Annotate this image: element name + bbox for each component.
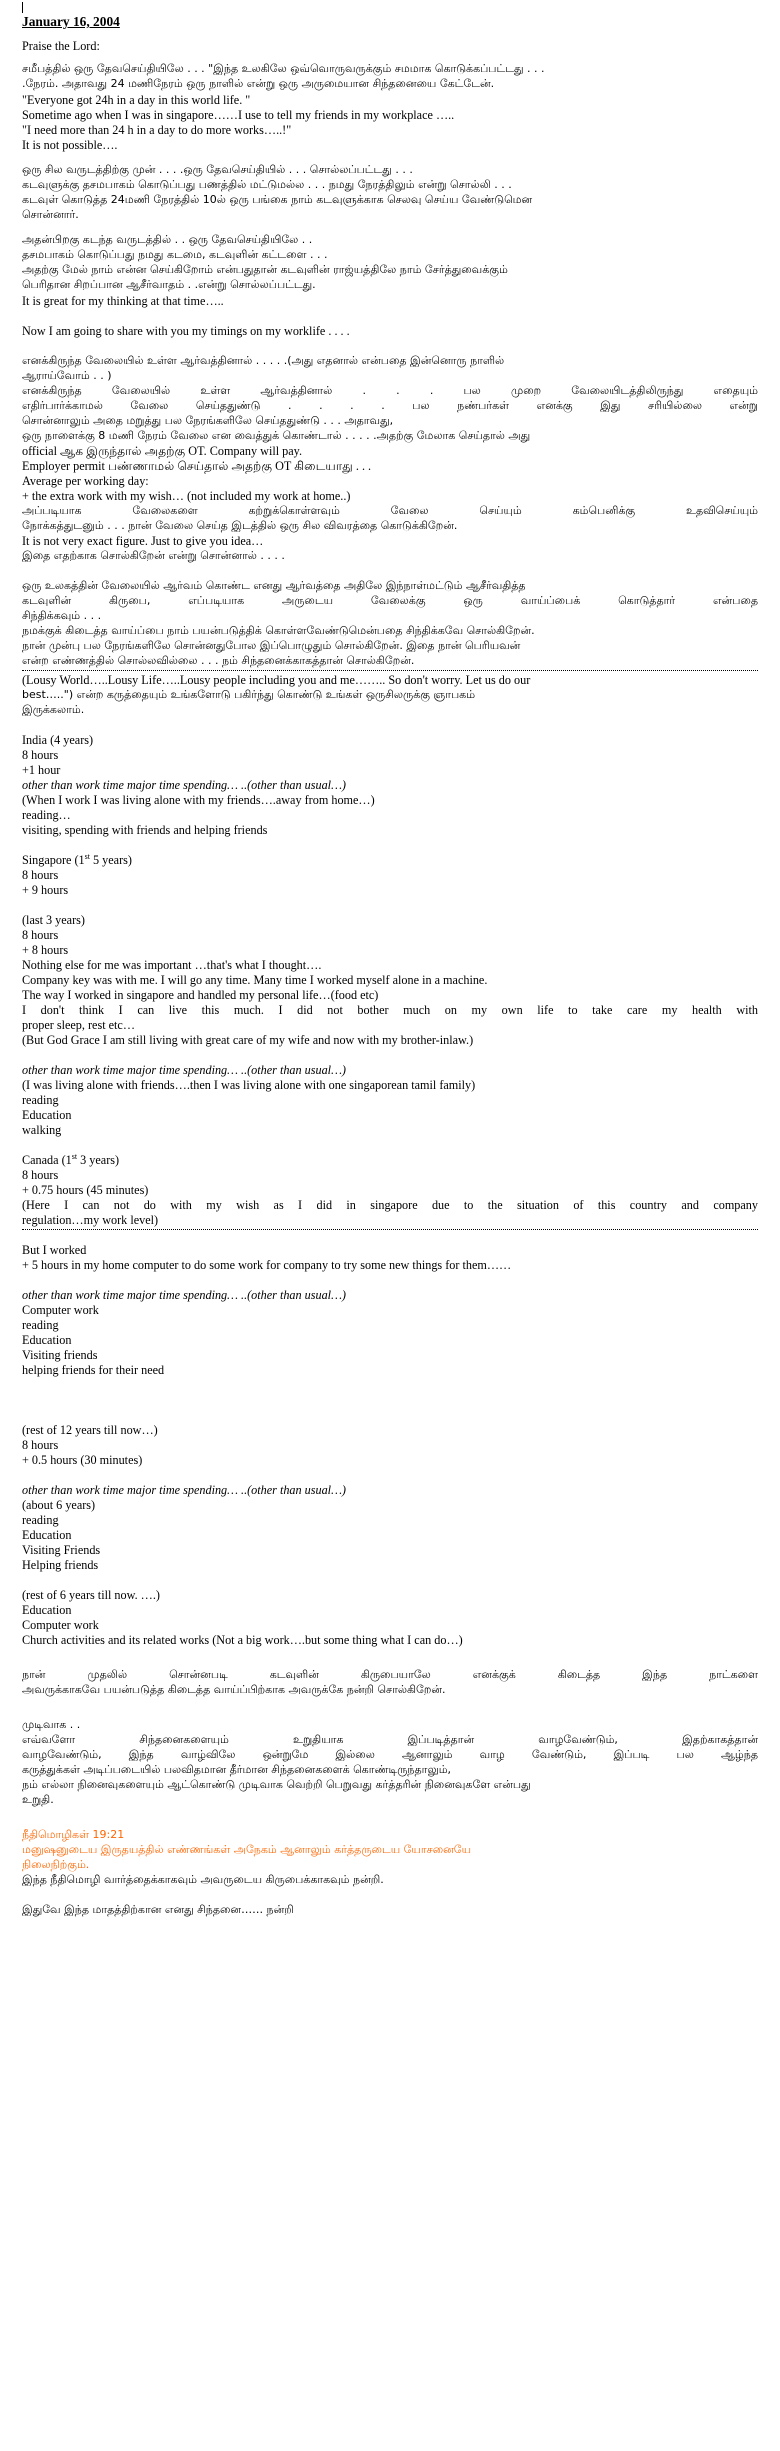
tamil-line: best…..") என்ற கருத்தையும் உங்களோடு பகிர்ந்து கொண்டு உங்கள் ஒருசிலருக்கு ஞாபகம் (22, 688, 476, 701)
text-line: But I worked (22, 1243, 87, 1257)
text-line: 8 hours (22, 1438, 59, 1452)
text-line: official ஆக இருந்தால் அதற்கு OT. Company will pay. (22, 444, 303, 458)
text-line: (Lousy World…..Lousy Life…..Lousy people including you and me…….. So don't worry. Let us do our (22, 673, 531, 687)
verse-text: நிலைநிற்கும். (22, 1858, 90, 1871)
text-line: Visiting friends (22, 1348, 98, 1362)
text-line: visiting, spending with friends and helping friends (22, 823, 268, 837)
text-line: (I was living alone with friends….then I was living alone with one singaporean tamil family) (22, 1078, 476, 1092)
text-line: helping friends for their need (22, 1363, 165, 1377)
text-line: other than work time major time spending… ..(other than usual…) (22, 1483, 346, 1497)
tamil-line: முடிவாக . . (22, 1718, 81, 1731)
text-line: Visiting Friends (22, 1543, 101, 1557)
text-line: (last 3 years) (22, 913, 85, 927)
text-line: (rest of 12 years till now…) (22, 1423, 158, 1437)
tamil-line: ஒரு நாளைக்கு 8 மணி நேரம் வேலை என வைத்துக் கொண்டால் . . . . .அதற்கு மேலாக செய்தால் அது (22, 429, 531, 442)
tamil-line: இதை எதற்காக சொல்கிறேன் என்று சொன்னால் . . . . (22, 549, 285, 562)
text-line: Singapore (1st 5 years) (22, 851, 132, 867)
dotted-separator (22, 1229, 758, 1230)
text-line: other than work time major time spending… ..(other than usual…) (22, 1063, 346, 1077)
text-line: + 9 hours (22, 883, 69, 897)
tamil-line: இந்த நீதிமொழி வார்த்தைக்காகவும் அவருடைய கிருபைக்காகவும் நன்றி. (22, 1873, 384, 1886)
text-line: reading… (22, 808, 71, 822)
text-line: India (4 years) (22, 733, 94, 747)
text-line: 8 hours (22, 868, 59, 882)
text-line: Average per working day: (22, 474, 149, 488)
tamil-line: வாழவேண்டும், இந்த வாழ்விலே ஒன்றுமே இல்லை ஆனாலும் வாழ வேண்டும், இப்படி பல ஆழ்ந்த (22, 1748, 759, 1761)
tamil-line: அதன்பிறகு கடந்த வருடத்தில் . . ஒரு தேவசெய்தியிலே . . (22, 233, 313, 246)
text-line: I don't think I can live this much. I did not bother much on my own life to take care my health with (22, 1003, 758, 1017)
tamil-line: ஆராய்வோம் . . ) (22, 369, 112, 382)
verse-text: மனுஷனுடைய இருதயத்தில் எண்ணங்கள் அநேகம் ஆனாலும் கர்த்தருடைய யோசனையே (22, 1843, 472, 1856)
text-line: walking (22, 1123, 62, 1137)
tamil-line: கடவுளுக்கு தசமபாகம் கொடுப்பது பணத்தில் மட்டுமல்ல . . . நமது நேரத்திலும் என்று சொல்லி . . . (22, 178, 512, 191)
tamil-line: கடவுளின் கிருபை, எப்படியாக அருடைய வேலைக்கு ஒரு வாய்ப்பைக் கொடுத்தார் என்பதை (22, 594, 758, 607)
tamil-line: எதிர்பார்க்காமல் வேலை செய்ததுண்டு . . . . பல நண்பர்கள் எனக்கு இது சரியில்லை என்று (22, 399, 758, 412)
tamil-line: ஒரு உலகத்தின் வேலையில் ஆர்வம் கொண்ட எனது ஆர்வத்தை அதிலே இந்நாள்மட்டும் ஆசீர்வதித்த (22, 579, 526, 592)
tamil-line: தசமபாகம் கொடுப்பது நமது கடமை, கடவுளின் கட்டளை . . . (22, 248, 328, 261)
text-line: reading (22, 1093, 59, 1107)
tamil-line: இருக்கலாம். (22, 703, 85, 716)
text-line: 8 hours (22, 748, 59, 762)
tamil-line: நோக்கத்துடனும் . . . நான் வேலை செய்த இடத்தில் ஒரு சில விவரத்தை கொடுக்கிறேன். (22, 519, 458, 532)
text-line: Education (22, 1108, 72, 1122)
text-line: "Everyone got 24h in a day in this world life. " (22, 93, 251, 107)
text-line: (Here I can not do with my wish as I did in singapore due to the situation of this country and company (22, 1198, 758, 1212)
closing-line: இதுவே இந்த மாதத்திற்கான எனது சிந்தனை…… நன்றி (22, 1903, 294, 1916)
tamil-line: எனக்கிருந்த வேலையில் உள்ள ஆர்வத்தினால் . . . பல முறை வேலையிடத்திலிருந்து எதையும் (22, 384, 758, 397)
text-line: reading (22, 1513, 59, 1527)
tamil-line: நம் எல்லா நினைவுகளையும் ஆட்கொண்டு முடிவாக வெற்றி பெறுவது கர்த்தரின் நினைவுகளே என்பது (22, 1778, 531, 1791)
text-line: Sometime ago when I was in singapore……I use to tell my friends in my workplace ….. (22, 108, 455, 122)
tamil-line: கருத்துக்கள் அடிப்படையில் பலவிதமான தீர்மான சிந்தனைகளைக் கொண்டிருந்தாலும், (22, 1763, 452, 1776)
text-line: Computer work (22, 1303, 99, 1317)
text-line: Education (22, 1333, 72, 1347)
tamil-line: சிந்திக்கவும் . . . (22, 609, 102, 622)
tamil-line: நான் முதலில் சொன்னபடி கடவுளின் கிருபையாலே எனக்குக் கிடைத்த இந்த நாட்களை (22, 1668, 758, 1681)
text-line: Company key was with me. I will go any time. Many time I worked myself alone in a machine. (22, 973, 488, 987)
text-line: (rest of 6 years till now. ….) (22, 1588, 160, 1602)
tamil-line: நமக்குக் கிடைத்த வாய்ப்பை நாம் பயன்படுத்திக் கொள்ளவேண்டுமென்பதை சிந்திக்கவே சொல்கிறேன். (22, 624, 535, 637)
text-line: 8 hours (22, 1168, 59, 1182)
text-line: proper sleep, rest etc… (22, 1018, 136, 1032)
text-line: regulation…my work level) (22, 1213, 159, 1227)
tamil-line: உறுதி. (22, 1793, 54, 1806)
text-cursor (22, 2, 23, 13)
text-line: + the extra work with my wish… (not included my work at home..) (22, 489, 351, 503)
text-line: (When I work I was living alone with my friends….away from home…) (22, 793, 375, 807)
document-date-heading: January 16, 2004 (22, 14, 120, 29)
tamil-line: கடவுள் கொடுத்த 24மணி நேரத்தில் 10ல் ஒரு பங்கை நாம் கடவுளுக்காக செலவு செய்ய வேண்டுமென (22, 193, 533, 206)
tamil-line: அவருக்காகவே பயன்படுத்த கிடைத்த வாய்ப்பிற்காக அவருக்கே நன்றி சொல்கிறேன். (22, 1683, 446, 1696)
text-line: other than work time major time spending… ..(other than usual…) (22, 1288, 346, 1302)
tamil-line: எனக்கிருந்த வேலையில் உள்ள ஆர்வத்தினால் . . . . .(அது எதனால் என்பதை இன்னொரு நாளில் (22, 354, 505, 367)
text-line: Helping friends (22, 1558, 99, 1572)
tamil-line: எவ்வளோ சிந்தனைகளையும் உறுதியாக இப்படித்தான் வாழவேண்டும், இதற்காகத்தான் (22, 1733, 758, 1746)
text-line: Education (22, 1528, 72, 1542)
text-line: It is not possible…. (22, 138, 118, 152)
text-line: other than work time major time spending… ..(other than usual…) (22, 778, 346, 792)
text-line: + 5 hours in my home computer to do some work for company to try some new things for them…… (22, 1258, 512, 1272)
text-line: +1 hour (22, 763, 61, 777)
text-line: Education (22, 1603, 72, 1617)
text-line: Now I am going to share with you my timings on my worklife . . . . (22, 324, 350, 338)
tamil-line: சொன்னார். (22, 208, 79, 221)
text-line: Canada (1st 3 years) (22, 1151, 120, 1167)
tamil-line: என்ற எண்ணத்தில் சொல்லவில்லை . . . நம் சிந்தனைக்காகத்தான் சொல்கிறேன். (22, 654, 415, 667)
text-line: The way I worked in singapore and handled my personal life…(food etc) (22, 988, 379, 1002)
tamil-line: நான் முன்பு பல நேரங்களிலே சொன்னதுபோல இப்பொழுதும் சொல்கிறேன். இதை நான் பெரியவன் (22, 639, 521, 652)
greeting-line: Praise the Lord: (22, 39, 100, 53)
text-line: Employer permit பண்ணாமல் செய்தால் அதற்கு OT கிடையாது . . . (22, 459, 372, 473)
dotted-separator (22, 670, 758, 671)
tamil-line: அதற்கு மேல் நாம் என்ன செய்கிறோம் என்பதுதான் கடவுளின் ராஜ்யத்திலே நாம் சேர்த்துவைக்கும் (22, 263, 508, 276)
text-line: + 0.75 hours (45 minutes) (22, 1183, 149, 1197)
tamil-line: ஒரு சில வருடத்திற்கு முன் . . . .ஒரு தேவசெய்தியில் . . . சொல்லப்பட்டது . . . (22, 163, 413, 176)
text-line: Computer work (22, 1618, 99, 1632)
text-line: 8 hours (22, 928, 59, 942)
text-line: "I need more than 24 h in a day to do more works…..!" (22, 123, 292, 137)
text-line: Nothing else for me was important …that's what I thought…. (22, 958, 322, 972)
tamil-line: சமீபத்தில் ஒரு தேவசெய்தியிலே . . . "இந்த உலகிலே ஒவ்வொருவருக்கும் சமமாக கொடுக்கப்பட்டது . . . (22, 62, 545, 75)
text-line: + 0.5 hours (30 minutes) (22, 1453, 143, 1467)
text-line: + 8 hours (22, 943, 69, 957)
tamil-line: சொன்னாலும் அதை மறுத்து பல நேரங்களிலே செய்ததுண்டு . . . அதாவது, (22, 414, 394, 427)
tamil-line: அப்படியாக வேலைகளை கற்றுக்கொள்ளவும் வேலை செய்யும் கம்பெனிக்கு உதவிசெய்யும் (22, 504, 758, 517)
tamil-line: .நேரம். அதாவது 24 மணிநேரம் ஒரு நாளில் என்று ஒரு அருமையான சிந்தனையை கேட்டேன். (22, 77, 495, 90)
text-line: It is not very exact figure. Just to give you idea… (22, 534, 264, 548)
text-line: (about 6 years) (22, 1498, 96, 1512)
text-line: It is great for my thinking at that time….. (22, 294, 224, 308)
text-line: Church activities and its related works (Not a big work….but some thing what I can do…) (22, 1633, 463, 1647)
tamil-line: பெரிதான சிறப்பான ஆசீர்வாதம் . .என்று சொல்லப்பட்டது. (22, 278, 316, 291)
text-line: reading (22, 1318, 59, 1332)
verse-reference: நீதிமொழிகள் 19:21 (22, 1828, 125, 1841)
text-line: (But God Grace I am still living with great care of my wife and now with my brother-inlaw.) (22, 1033, 474, 1047)
